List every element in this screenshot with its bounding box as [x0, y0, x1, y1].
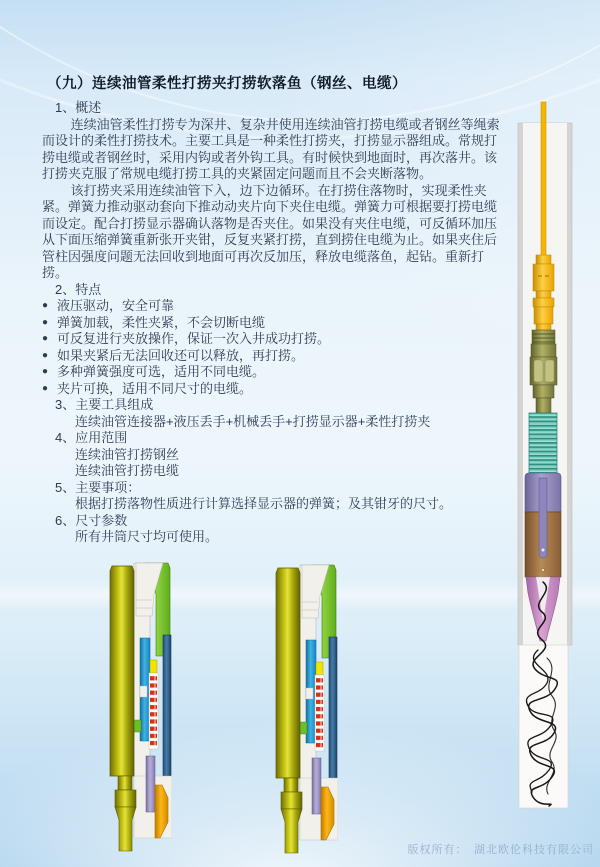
- bullet-icon: ●: [42, 333, 49, 344]
- feature-text: 多种弹簧强度可选，适用不同电缆。: [57, 364, 266, 379]
- section-heading-tools: 3、主要工具组成: [55, 397, 154, 412]
- feature-text: 夹片可换，适用不同尺寸的电缆。: [57, 380, 253, 396]
- feature-item: [42, 298, 506, 315]
- application-line: 连续油管打捞钢丝: [75, 446, 180, 462]
- fishing-clamp-cross-section-open: [106, 560, 172, 853]
- feature-item: [42, 381, 506, 398]
- bullet-icon: ●: [42, 349, 49, 361]
- section-heading-overview: 1、概述: [55, 100, 102, 115]
- fishing-clamp-cross-section-clamped: [272, 562, 338, 855]
- section-heading-notes: 5、主要事项：: [55, 479, 141, 495]
- feature-text: 弹簧加载，柔性夹紧，不会切断电缆: [57, 314, 266, 330]
- tools-composition-line: 连续油管连接器+液压丢手+机械丢手+打捞显示器+柔性打捞夹: [75, 413, 431, 429]
- feature-item: [42, 364, 506, 381]
- bullet-icon: ●: [42, 366, 49, 377]
- section-heading-dimensions: 6、尺寸参数: [55, 512, 128, 528]
- section-heading-applications: 4、应用范围: [55, 430, 128, 445]
- dimensions-line: 所有井筒尺寸均可使用。: [75, 529, 219, 544]
- bullet-icon: ●: [42, 382, 49, 394]
- body-text: [42, 100, 506, 546]
- feature-item: [42, 348, 506, 365]
- feature-text: 液压驱动，安全可靠: [57, 298, 175, 313]
- downhole-fishing-assembly-diagram: [502, 98, 598, 814]
- overview-paragraph-1: 连续油管柔性打捞专为深井、复杂井使用连续油管打捞电缆或者钢丝等绳索而设计的柔性打捞技术。主要工具是一种柔性打捞夹，打捞显示器组成。常规打捞电缆或者钢丝时，采用内钩或者外钩工具。有时候快到地面时，再次落井。该打捞夹克服了常规电缆打捞工具的夹紧固定问题而且不会夹断落物。: [42, 116, 500, 181]
- page-title: （九）连续油管柔性打捞夹打捞软落鱼（钢丝、电缆）: [47, 76, 407, 92]
- application-line: 连续油管打捞电缆: [75, 463, 180, 478]
- bullet-icon: ●: [42, 316, 49, 328]
- feature-text: 如果夹紧后无法回收还可以释放，再打捞。: [57, 347, 305, 363]
- copyright-notice: 版权所有： 湖北欧伦科技有限公司: [407, 844, 594, 856]
- feature-item: [42, 331, 506, 348]
- feature-item: [42, 315, 506, 332]
- notes-line: 根据打捞落物性质进行计算选择显示器的弹簧；及其钳牙的尺寸。: [75, 496, 453, 511]
- overview-paragraph-2: 该打捞夹采用连续油管下入，边下边循环。在打捞住落物时，实现柔性夹紧。弹簧力推动驱动套向下推动动夹片向下夹住电缆。弹簧力可根据要打捞电缆而设定。配合打捞显示器确认落物是否夹住。如果没有夹住电缆，可反循环加压从下面压缩弹簧重新张开夹钳，反复夹紧打捞，直到捞住电缆为止。如果夹住后管柱因强度问题无法回收到地面可再次反加压，释放电缆落鱼，起钻。重新打捞。: [42, 182, 498, 280]
- section-heading-features: 2、特点: [55, 281, 102, 297]
- bullet-icon: ●: [42, 300, 49, 311]
- feature-text: 可反复进行夹放操作，保证一次入井成功打捞。: [57, 331, 331, 346]
